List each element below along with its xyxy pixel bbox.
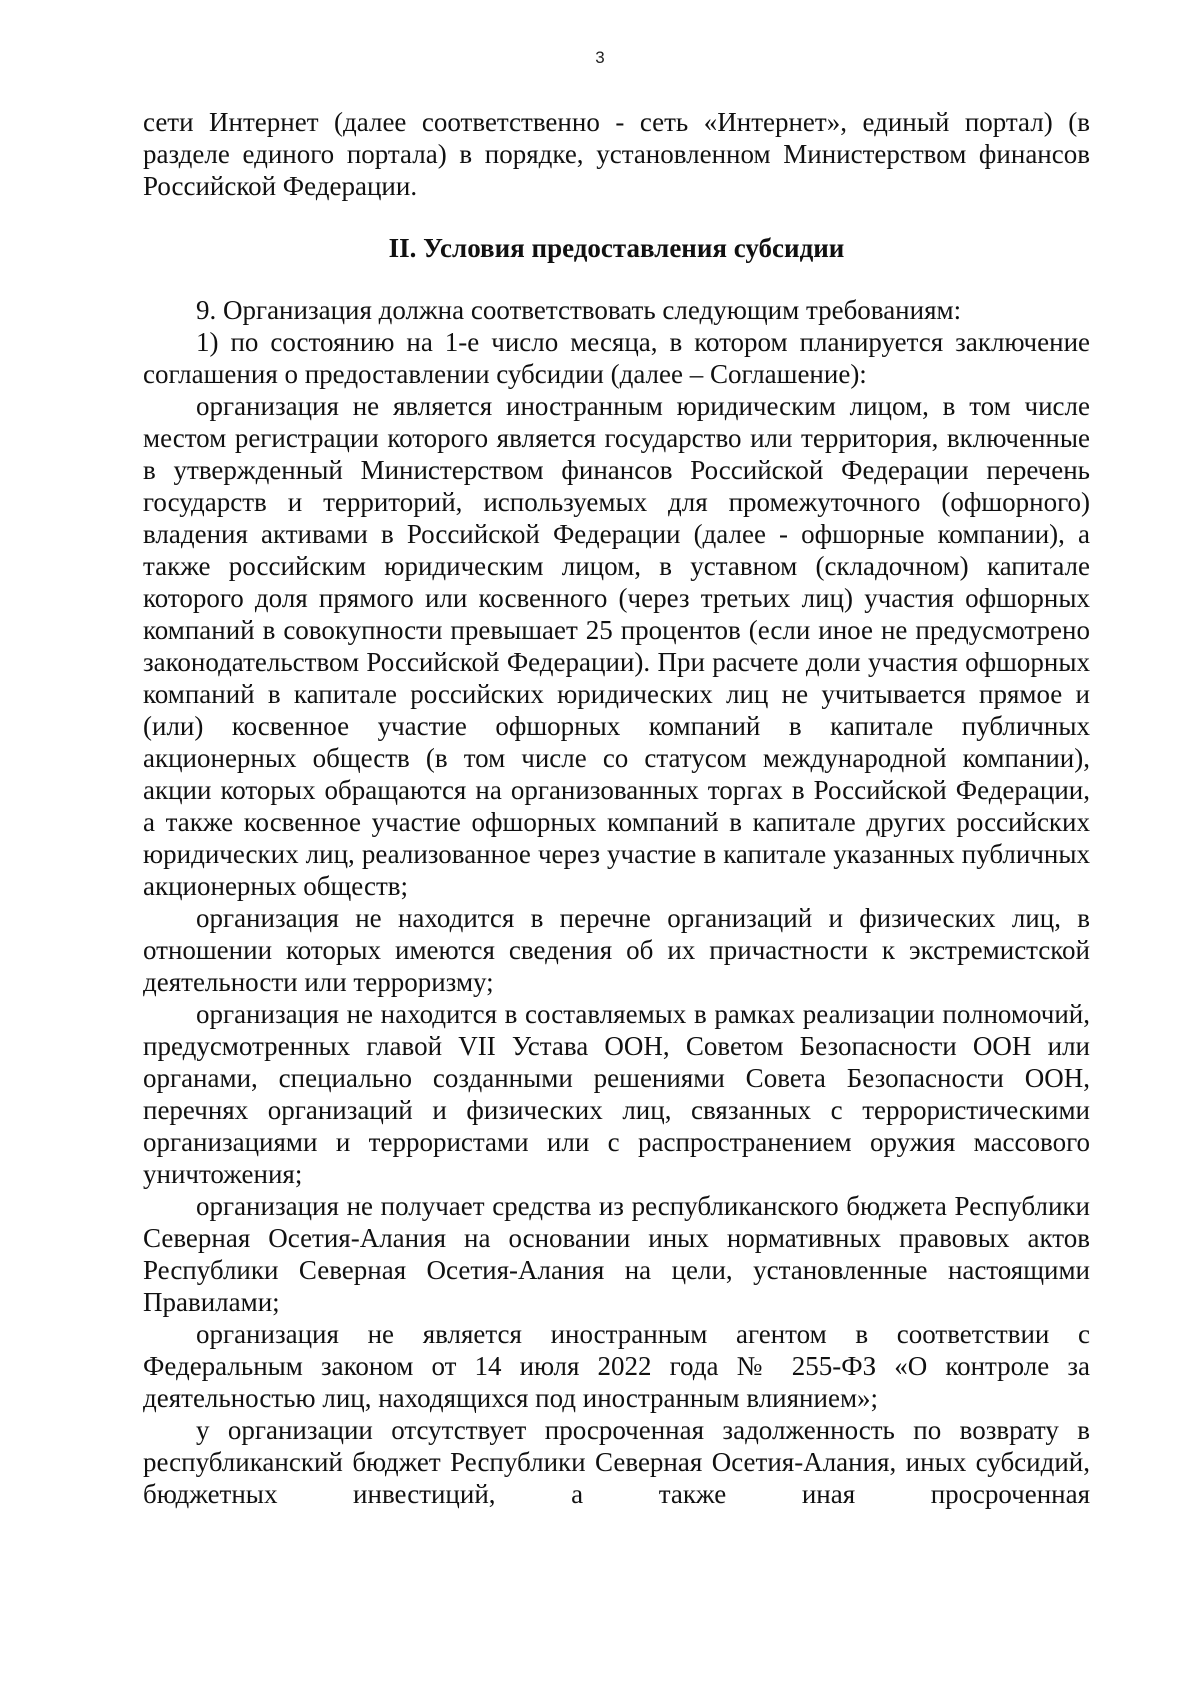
page-number: 3 bbox=[595, 48, 605, 67]
paragraph-budget-funds: организация не получает средства из республиканского бюджета Республики Северная Осетия-Алания на основании иных нормативных правовых актов Республики Северная Осетия-Алания на цели, установленные настоящими Правилами; bbox=[143, 1191, 1090, 1317]
paragraph-offshore: организация не является иностранным юридическим лицом, в том числе местом регистрации которого является государство или территория, включенные в утвержденный Министерством финансов Российской Федерации перечень государств и территорий, используемых для промежуточного (офшорного) владения активами в Российской Федерации (далее - офшорные компании), а также российским юридическим лицом, в уставном (складочном) капитале которого доля прямого или косвенного (через третьих лиц) участия офшорных компаний в совокупности превышает 25 процентов (если иное не предусмотрено законодательством Российской Федерации). При расчете доли участия офшорных компаний в капитале российских юридических лиц не учитывается прямое и (или) косвенное участие офшорных компаний в капитале публичных акционерных обществ (в том числе со статусом международной компании), акции которых обращаются на организованных торгах в Российской Федерации, а также косвенное участие офшорных компаний в капитале других российских юридических лиц, реализованное через участие в капитале указанных публичных акционерных обществ; bbox=[143, 391, 1090, 901]
paragraph-debt: у организации отсутствует просроченная задолженность по возврату в республиканский бюджет Республики Северная Осетия-Алания, иных субсидий, бюджетных инвестиций, а также иная просроченная bbox=[143, 1415, 1090, 1509]
paragraph-extremism: организация не находится в перечне организаций и физических лиц, в отношении которых имеются сведения об их причастности к экстремистской деятельности или терроризму; bbox=[143, 903, 1090, 997]
paragraph-foreign-agent: организация не является иностранным агентом в соответствии с Федеральным законом от 14 июля 2022 года № 255-ФЗ «О контроле за деятельностью лиц, находящихся под иностранным влиянием»; bbox=[143, 1319, 1090, 1413]
paragraph-un-sanctions: организация не находится в составляемых в рамках реализации полномочий, предусмотренных главой VII Устава ООН, Советом Безопасности ООН или органами, специально созданными решениями Совета Безопасности ООН, перечнях организаций и физических лиц, связанных с террористическими организациями и террористами или с распространением оружия массового уничтожения; bbox=[143, 999, 1090, 1189]
document-body bbox=[143, 106, 1090, 1510]
paragraph-requirements-intro: 9. Организация должна соответствовать следующим требованиям: bbox=[196, 295, 962, 325]
section-heading: II. Условия предоставления субсидии bbox=[388, 233, 845, 263]
paragraph-item-1: 1) по состоянию на 1-е число месяца, в котором планируется заключение соглашения о предоставлении субсидии (далее – Соглашение): bbox=[143, 327, 1090, 389]
paragraph-continuation: сети Интернет (далее соответственно - сеть «Интернет», единый портал) (в разделе единого портала) в порядке, установленном Министерством финансов Российской Федерации. bbox=[143, 107, 1090, 201]
